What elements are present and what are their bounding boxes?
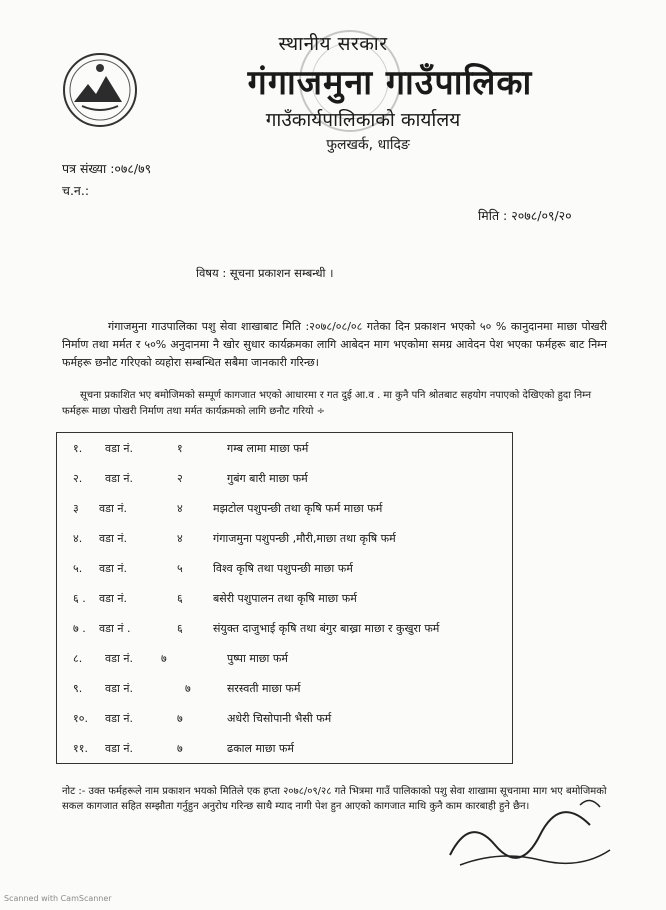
ward-label: वडा नं . bbox=[99, 622, 131, 635]
farm-name: विश्व कृषि तथा पशुपन्छी माछा फर्म bbox=[213, 562, 353, 575]
ward-label: वडा नं. bbox=[105, 472, 133, 485]
farm-row bbox=[57, 613, 512, 643]
ward-label: वडा नं. bbox=[105, 682, 133, 695]
farm-number: ६ . bbox=[73, 592, 86, 605]
ward-number: ७ bbox=[185, 682, 191, 695]
scanner-watermark: Scanned with CamScanner bbox=[4, 894, 112, 903]
dispatch-number: च.न.: bbox=[62, 183, 90, 198]
header-address: फुलखर्क, धादिङ bbox=[326, 137, 410, 153]
letter-date: मिति : २०७८/०९/२० bbox=[478, 208, 572, 223]
header-office-name: गाउँकार्यपालिकाको कार्यालय bbox=[265, 109, 461, 131]
farm-name: गुबंग बारी माछा फर्म bbox=[227, 472, 308, 485]
body-paragraph-2: सूचना प्रकाशित भए बमोजिमको सम्पूर्ण कागजात भएको आधारमा र गत दुई आ.व . मा कुनै पनि श्रोतबाट सहयोग नपाएको देखिएको हुदा निम्न फर्महरू माछा पोखरी निर्माण तथा मर्मत कार्यक्रमको लागि छनौट गरियो ÷ bbox=[62, 390, 592, 417]
ward-number: १ bbox=[177, 442, 183, 455]
ward-number: ७ bbox=[177, 742, 183, 755]
farm-row bbox=[57, 733, 512, 763]
farm-number: ५. bbox=[73, 562, 83, 575]
reference-number: पत्र संख्या :०७८/७९ bbox=[62, 161, 152, 176]
farm-row bbox=[57, 523, 512, 553]
ward-label: वडा नं. bbox=[99, 592, 127, 605]
farm-row bbox=[57, 673, 512, 703]
ward-number: ७ bbox=[177, 712, 183, 725]
ward-number: ६ bbox=[177, 622, 183, 635]
farm-name: गंगाजमुना पशुपन्छी ,मौरी,माछा तथा कृषि फर्म bbox=[213, 532, 396, 545]
farm-name: पुष्पा माछा फर्म bbox=[227, 652, 288, 665]
ward-label: वडा नं. bbox=[105, 742, 133, 755]
header-local-government: स्थानीय सरकार bbox=[278, 33, 388, 55]
farm-name: मझटोल पशुपन्छी तथा कृषि फर्म माछा फर्म bbox=[213, 502, 383, 515]
header-municipality-name: गंगाजमुना गाउँपालिका bbox=[247, 63, 533, 103]
ward-number: ५ bbox=[177, 562, 183, 575]
farm-row bbox=[57, 643, 512, 673]
farm-number: ७ . bbox=[73, 622, 86, 635]
farm-name: संयुक्त दाजुभाई कृषि तथा बंगुर बाख्रा माछा र कुखुरा फर्म bbox=[213, 622, 440, 635]
ward-label: वडा नं. bbox=[99, 562, 127, 575]
farm-name: बसेरी पशुपालन तथा कृषि माछा फर्म bbox=[213, 592, 357, 605]
farm-list-table bbox=[56, 432, 513, 764]
subject-line: विषय : सूचना प्रकाशन सम्बन्धी । bbox=[196, 266, 334, 280]
ward-label: वडा नं. bbox=[105, 712, 133, 725]
farm-number: ८. bbox=[73, 652, 83, 665]
farm-row bbox=[57, 493, 512, 523]
farm-row bbox=[57, 553, 512, 583]
farm-number: २. bbox=[73, 472, 83, 485]
farm-name: ढकाल माछा फर्म bbox=[227, 742, 294, 755]
ward-number: ७ bbox=[161, 652, 167, 665]
ward-label: वडा नं. bbox=[99, 532, 127, 545]
farm-row bbox=[57, 703, 512, 733]
farm-number: १. bbox=[73, 442, 83, 455]
farm-name: अधेरी चिसोपानी भैसी फर्म bbox=[227, 712, 332, 725]
farm-number: ३ bbox=[73, 502, 79, 515]
ward-label: वडा नं. bbox=[105, 652, 133, 665]
farm-number: ९. bbox=[73, 682, 83, 695]
signature-image bbox=[440, 795, 620, 875]
ward-label: वडा नं. bbox=[105, 442, 133, 455]
ward-number: २ bbox=[177, 472, 183, 485]
body-paragraph-1: गंगाजमुना गाउपालिका पशु सेवा शाखाबाट मिति :२०७८/०८/०८ गतेका दिन प्रकाशन भएको ५० % कानुदानमा माछा पोखरी निर्माण तथा मर्मत र ५०% अनुदानमा नै खोर सुधार कार्यक्रमका लागि आबेदन माग भएकोमा समग्र आवेदन पेश भएका फर्महरू बाट निम्न फर्महरू छनौट गरिएको व्यहोरा सम्बन्धित सबैमा जानकारी गरिन्छ। bbox=[62, 320, 607, 369]
note-paragraph: नोट :- उक्त फर्महरूले नाम प्रकाशन भयको मितिले एक हप्ता २०७८/०९/२८ गते भित्रमा गाउँ पालिकाको पशु सेवा शाखामा सूचनामा माग भए बमोजिमको सकल कागजात सहित सम्झौता गर्नुहुन अनुरोध गरिन्छ साथै म्याद नागी पेश हुन आएको कागजात माथि कुनै काम कारबाही हुने छैन। bbox=[62, 786, 607, 812]
ward-number: ४ bbox=[177, 532, 183, 545]
farm-name: सरस्वती माछा फर्म bbox=[227, 682, 301, 695]
ward-number: ६ bbox=[177, 592, 183, 605]
ward-label: वडा नं. bbox=[99, 502, 127, 515]
farm-number: १०. bbox=[73, 712, 88, 725]
farm-number: ११. bbox=[73, 742, 88, 755]
farm-number: ४. bbox=[73, 532, 83, 545]
farm-row bbox=[57, 583, 512, 613]
ward-number: ४ bbox=[177, 502, 183, 515]
farm-name: गम्ब लामा माछा फर्म bbox=[227, 442, 309, 455]
farm-row bbox=[57, 433, 512, 463]
farm-row bbox=[57, 463, 512, 493]
